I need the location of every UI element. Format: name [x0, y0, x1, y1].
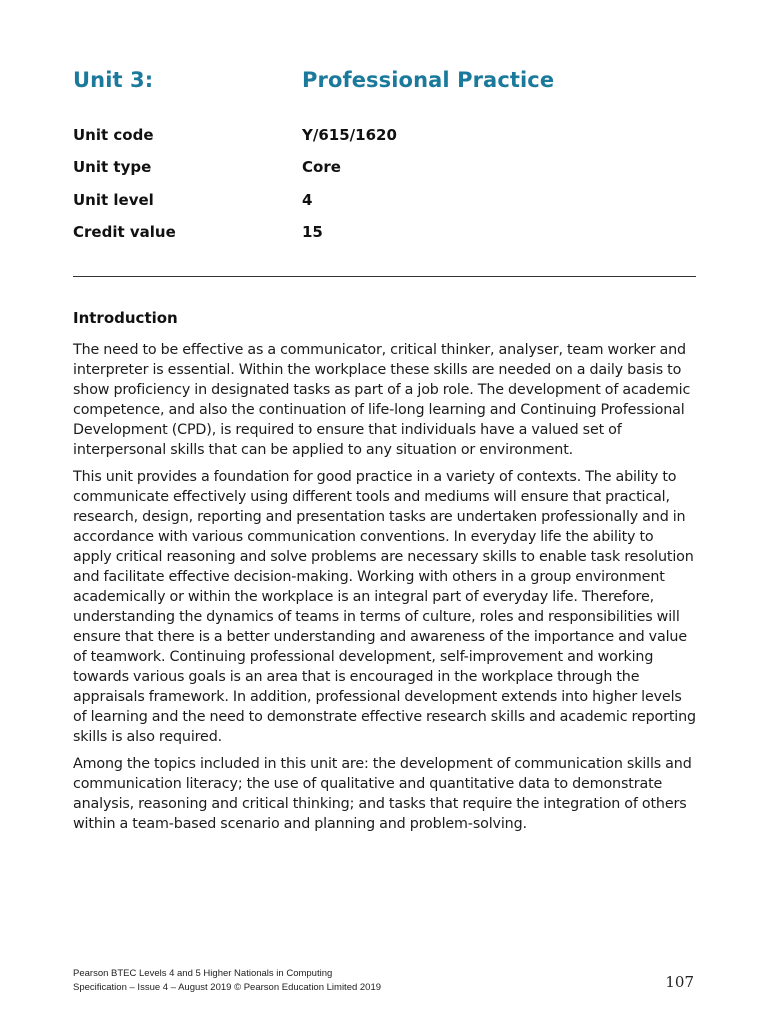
- introduction-paragraph-2: This unit provides a foundation for good practice in a variety of contexts. The ability to communicate effectively using different tools and mediums will ensure that practical, research, design, reporting and presentation tasks are undertaken professionally and in accordance with various communication conventions. In everyday life the ability to apply critical reasoning and solve problems are necessary skills to enable task resolution and facilitate effective decision-making. Working with others in a group environment academically or within the workplace is an integral part of everyday life. Therefore, understanding the dynamics of teams in terms of culture, roles and responsibilities will ensure that there is a better understanding and awareness of the importance and value of teamwork. Continuing professional development, self-improvement and working towards various goals is an area that is encouraged in the workplace through the appraisals framework. In addition, professional development extends into higher levels of learning and the need to demonstrate effective research skills and academic reporting skills is also required.: [73, 469, 696, 745]
- unit-code-row: [73, 126, 696, 158]
- footer-publication-title: Pearson BTEC Levels 4 and 5 Higher Nationals in Computing: [73, 968, 333, 979]
- credit-value-value: 15: [302, 222, 323, 241]
- unit-type-label: Unit type: [73, 158, 152, 177]
- introduction-section: [73, 309, 696, 841]
- page-footer: [73, 967, 696, 997]
- unit-type-row: [73, 158, 696, 190]
- unit-code-label: Unit code: [73, 126, 154, 144]
- credit-value-row: [73, 223, 696, 255]
- credit-value-label: Credit value: [73, 222, 176, 241]
- introduction-heading: Introduction: [73, 309, 178, 327]
- unit-level-value: 4: [302, 190, 313, 209]
- page-number: 107: [665, 973, 694, 991]
- unit-level-row: [73, 191, 696, 223]
- footer-copyright: Specification – Issue 4 – August 2019 © Pearson Education Limited 2019: [73, 981, 382, 993]
- introduction-paragraph-3: Among the topics included in this unit are: the development of communication skills and communication literacy; the use of qualitative and quantitative data to demonstrate analysis, reasoning and critical thinking; and tasks that require the integration of others within a team-based scenario and planning and problem-solving.: [73, 756, 692, 832]
- unit-type-value: Core: [302, 158, 341, 177]
- introduction-paragraph-1: The need to be effective as a communicator, critical thinker, analyser, team worker and interpreter is essential. Within the workplace these skills are needed on a daily basis to show proficiency in designated tasks as part of a job role. The development of academic competence, and also the continuation of life-long learning and Continuing Professional Development (CPD), is required to ensure that individuals have a valued set of interpersonal skills that can be applied to any situation or environment.: [73, 342, 691, 458]
- unit-code-value: Y/615/1620: [302, 126, 397, 144]
- unit-title: Professional Practice: [302, 68, 555, 92]
- unit-meta-table: [73, 126, 696, 255]
- section-divider: [73, 276, 696, 277]
- unit-level-label: Unit level: [73, 190, 154, 209]
- unit-number: Unit 3:: [73, 68, 154, 92]
- unit-title-row: [73, 68, 696, 98]
